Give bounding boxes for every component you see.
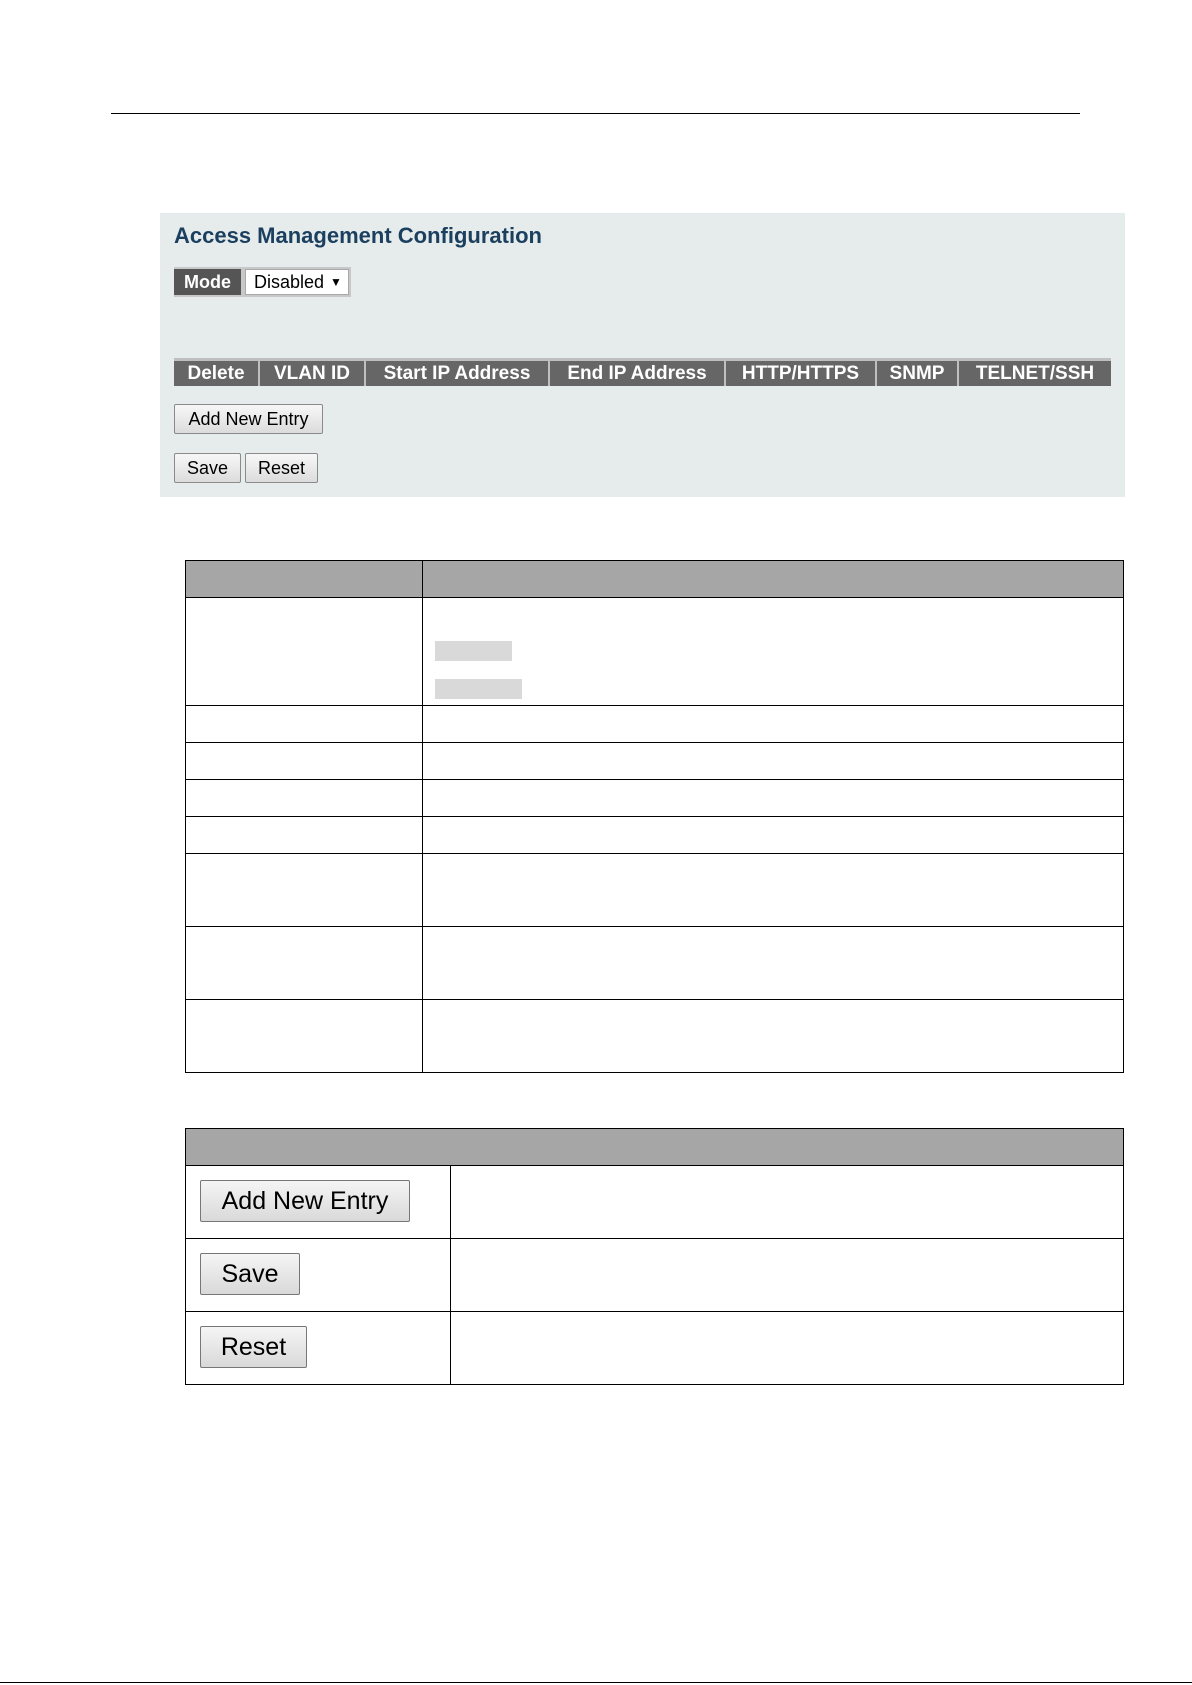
table-row [186,1312,1124,1385]
column-header-telnet-ssh: TELNET/SSH [975,362,1095,384]
table-cell [423,780,1124,817]
table-row [186,598,1124,706]
parameter-description-table [185,560,1124,1073]
table-cell [186,1239,451,1312]
table-cell [186,927,423,1000]
table-row [186,743,1124,780]
table-cell [186,780,423,817]
column-header-snmp: SNMP [877,361,959,386]
table-row [186,780,1124,817]
entries-table-header [174,358,1111,386]
table-header-cell [186,561,423,598]
table-cell [451,1239,1124,1312]
column-header-start-ip: Start IP Address [366,361,550,386]
table-row [186,1239,1124,1312]
dropdown-arrow-icon: ▼ [330,275,342,289]
table-row [186,927,1124,1000]
table-cell [186,1000,423,1073]
add-new-entry-sample-button[interactable]: Add New Entry [200,1180,410,1222]
footer-rule [0,1682,1192,1683]
table-row [186,1166,1124,1239]
access-management-panel [160,213,1125,497]
table-row [186,854,1124,927]
table-cell [423,743,1124,780]
table-row [186,1000,1124,1073]
table-cell [186,706,423,743]
save-sample-button[interactable]: Save [200,1253,300,1295]
column-header-http-https: HTTP/HTTPS [726,361,877,386]
mode-row [174,267,351,297]
table-cell [423,598,1124,706]
column-header-vlan-id: VLAN ID [260,361,366,386]
column-header-end-ip: End IP Address [550,361,726,386]
table-header-cell [186,1129,1124,1166]
table-cell [186,598,423,706]
table-row [186,817,1124,854]
table-cell [186,1166,451,1239]
add-new-entry-button[interactable]: Add New Entry [174,404,323,434]
mode-label: Mode [174,269,241,295]
table-header-row [186,561,1124,598]
header-rule [111,113,1080,114]
table-cell [186,817,423,854]
reset-button[interactable]: Reset [245,453,318,483]
option-chip [435,641,512,661]
table-header-cell [423,561,1124,598]
reset-sample-button[interactable]: Reset [200,1326,307,1368]
table-cell [186,1312,451,1385]
mode-value: Disabled [254,271,325,292]
table-cell [423,927,1124,1000]
save-button[interactable]: Save [174,453,241,483]
column-header-delete: Delete [174,361,260,386]
table-header-row [186,1129,1124,1166]
table-cell [451,1312,1124,1385]
table-cell [186,854,423,927]
table-cell [423,706,1124,743]
table-cell [451,1166,1124,1239]
table-cell [423,854,1124,927]
table-cell [423,1000,1124,1073]
button-description-table [185,1128,1124,1385]
mode-select[interactable] [245,269,349,295]
table-cell [423,817,1124,854]
table-row [186,706,1124,743]
panel-title: Access Management Configuration [174,223,542,248]
option-chip [435,679,522,699]
table-cell [186,743,423,780]
